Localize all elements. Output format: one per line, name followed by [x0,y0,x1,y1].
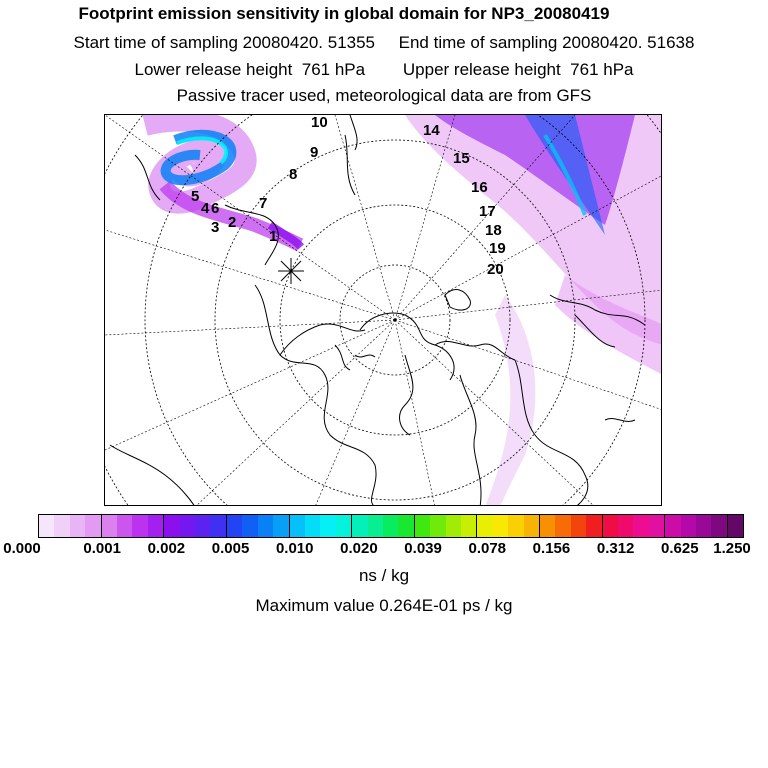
colorbar-swatch [603,515,618,537]
colorbar-swatch [70,515,85,537]
colorbar-swatch [665,515,680,537]
trajectory-label: 18 [485,222,502,239]
star-icon [278,258,304,284]
colorbar-swatch [633,515,648,537]
colorbar-tick-label: 0.005 [211,540,250,557]
colorbar-swatch [586,515,602,537]
colorbar-tick-label: 0.020 [340,540,378,557]
colorbar-swatch [430,515,445,537]
colorbar-swatch [415,515,430,537]
colorbar-swatch [618,515,633,537]
colorbar-swatch [493,515,508,537]
trajectory-label: 8 [289,166,298,183]
colorbar-tick-labels [0,540,768,560]
colorbar-swatch [461,515,477,537]
trajectory-label: 2 [228,214,237,231]
trajectory-label: 20 [487,261,504,278]
tracer-info-line: Passive tracer used, meteorological data are from GFS [176,86,592,105]
colorbar-swatch [336,515,352,537]
colorbar-tick-label: 0.156 [532,540,571,557]
map-title: Footprint emission sensitivity in global domain for NP3_20080419 [78,4,610,23]
colorbar-swatch [39,515,54,537]
colorbar-swatch [132,515,147,537]
colorbar-tick-label: 0.625 [661,540,699,557]
release-height-line: Lower release height 761 hPa Upper release height 761 hPa [134,60,634,79]
trajectory-label: 6 [211,200,220,217]
colorbar-swatch [696,515,711,537]
colorbar-swatch [681,515,696,537]
sensitivity-plume-east [405,115,662,506]
colorbar [38,514,744,538]
colorbar-swatch [102,515,117,537]
colorbar-swatch [290,515,305,537]
colorbar-swatch [210,515,226,537]
colorbar-tick-label: 1.250 [713,540,751,557]
colorbar-swatch [368,515,383,537]
colorbar-swatch [728,515,743,537]
polar-map [104,114,662,506]
trajectory-label: 16 [471,179,488,196]
colorbar-tick-label: 0.312 [596,540,635,557]
map-svg [105,115,662,506]
trajectory-label: 1 [269,228,278,245]
colorbar-tick-label: 0.010 [275,540,314,557]
colorbar-tick-label: 0.001 [83,540,121,557]
colorbar-swatch [148,515,164,537]
trajectory-label: 14 [423,122,440,139]
trajectory-label: 17 [479,203,496,220]
colorbar-swatch [242,515,257,537]
colorbar-swatch [352,515,367,537]
colorbar-swatch [649,515,665,537]
sampling-time-line: Start time of sampling 20080420. 51355 End time of sampling 20080420. 51638 [73,33,695,52]
colorbar-swatch [195,515,210,537]
colorbar-swatch [258,515,273,537]
trajectory-label: 9 [310,144,319,161]
trajectory-label: 5 [191,188,200,205]
colorbar-swatch [477,515,492,537]
trajectory-label: 15 [453,150,470,167]
colorbar-swatch [227,515,242,537]
trajectory-label: 4 [201,200,210,217]
colorbar-swatch [711,515,727,537]
trajectory-label: 19 [489,240,506,257]
colorbar-swatch [508,515,523,537]
trajectory-label: 10 [311,115,328,131]
trajectory-label: 3 [211,219,220,236]
colorbar-tick-label: 0.002 [147,540,186,557]
colorbar-swatch [320,515,335,537]
colorbar-tick-label: 0.039 [404,540,442,557]
sensitivity-plume-west [145,120,301,247]
colorbar-swatch [383,515,398,537]
colorbar-tick-label: 0.000 [3,540,41,557]
colorbar-swatch [305,515,320,537]
colorbar-swatch [571,515,586,537]
colorbar-units: ns / kg [358,566,410,585]
colorbar-swatch [540,515,555,537]
colorbar-swatch [555,515,570,537]
trajectory-label: 7 [259,195,268,212]
colorbar-swatch [273,515,289,537]
colorbar-swatch [117,515,132,537]
maximum-value-text: Maximum value 0.264E-01 ps / kg [255,596,513,615]
colorbar-swatch [180,515,195,537]
colorbar-swatch [398,515,414,537]
colorbar-swatch [524,515,540,537]
colorbar-swatch [446,515,461,537]
colorbar-swatch [85,515,101,537]
colorbar-tick-label: 0.078 [468,540,507,557]
colorbar-swatch [54,515,69,537]
colorbar-swatch [164,515,179,537]
